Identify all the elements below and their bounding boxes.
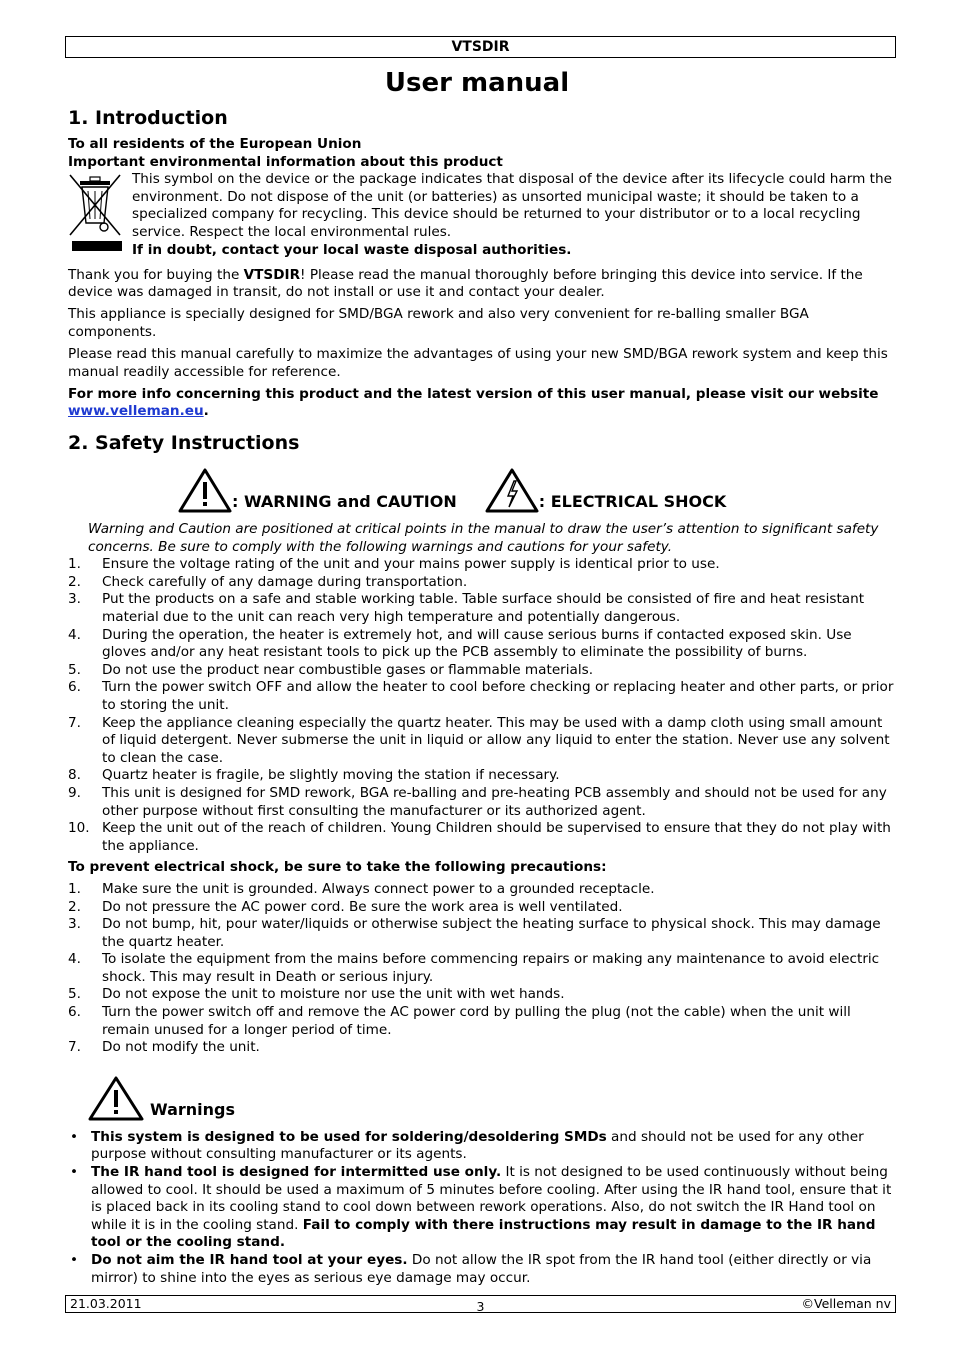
warning-symbol — [178, 467, 457, 513]
warning-symbol-label: : WARNING and CAUTION — [232, 492, 457, 512]
info-paragraph — [68, 386, 894, 421]
list-item: 1. Ensure the voltage rating of the unit and your mains power supply is identical prior to use. — [68, 556, 720, 573]
list-item: 1. Make sure the unit is grounded. Always connect power to a grounded receptacle. — [68, 880, 655, 897]
intro-heading: 1. Introduction — [68, 107, 228, 129]
weee-section — [68, 171, 894, 263]
symbol-legend — [178, 465, 894, 513]
list-item: 7. Keep the appliance cleaning especially the quartz heater. This may be used with a damp cloth using small amount of liquid detergent. Never submerse the unit in liquid or allow any liquid to enter the station. Never use any solvent to clean the case. — [68, 714, 890, 766]
thanks-post: ! Please read the manual thoroughly before bringing this device into service. If the device was damaged in transit, do not install or use it and contact your dealer. — [68, 266, 863, 301]
list-item: 9. This unit is designed for SMD rework, BGA re-balling and pre-heating PCB assembly and should not be used for any other purpose without first consulting the manufacturer or its authorized agent. — [68, 784, 887, 819]
page-number: 3 — [476, 1299, 485, 1314]
list-item: 3. Put the products on a safe and stable working table. Table surface should be consisted of fire and heat resistant material due to the unit can reach very high temperature and potentially dangerous. — [68, 591, 865, 625]
weee-text: This symbol on the device or the package indicates that disposal of the device after its lifecycle could harm the environment. Do not dispose of the unit (or batteries) as unsorted municipal waste; it should be taken to a specialized company for recycling. This device should be returned to your distributor or to a local recycling service. Respect the local environmental rules. — [132, 171, 892, 240]
shock-heading: To prevent electrical shock, be sure to take the following precautions: — [68, 859, 607, 876]
list-item: 6. Turn the power switch OFF and allow the heater to cool before checking or replacing heater and other parts, or prior to storing the unit. — [68, 679, 894, 713]
eu-line-1: To all residents of the European Union — [68, 136, 362, 152]
weee-bold-text: If in doubt, contact your local waste disposal authorities. — [132, 241, 572, 258]
footer-copyright: ©Velleman nv — [801, 1296, 891, 1311]
shock-symbol-label: : ELECTRICAL SHOCK — [538, 492, 727, 512]
thanks-pre: Thank you for buying the — [68, 266, 244, 283]
list-item: 8. Quartz heater is fragile, be slightly moving the station if necessary. — [68, 767, 560, 784]
page-header — [65, 36, 896, 58]
list-item: 6. Turn the power switch off and remove the AC power cord by pulling the plug (not the cable) when the unit will remain unused for a longer period of time. — [68, 1004, 851, 1038]
list-item: • The IR hand tool is designed for intermitted use only. It is not designed to be used continuously without being allowed to cool. It should be used a maximum of 5 minutes before cooling. After using the IR hand tool, ensure that it is placed back in its cooling stand to cool down between rework operations. Also, do not switch the IR Hand tool on while it is in the cooling stand. Fail to comply with there instructions may result in damage to the IR hand tool or the cooling stand. — [68, 1164, 894, 1252]
list-item: 3. Do not bump, hit, pour water/liquids or otherwise subject the heating surface to physical shock. This may damage the quartz heater. — [68, 916, 881, 950]
shock-list — [68, 881, 894, 1057]
list-item: • This system is designed to be used for soldering/desoldering SMDs and should not be used for any other purpose without consulting manufacturer or its agents. — [68, 1129, 894, 1164]
list-item: 4. To isolate the equipment from the mains before commencing repairs or making any maintenance to avoid electric shock. This may result in Death or serious injury. — [68, 951, 880, 985]
list-item: 10. Keep the unit out of the reach of children. Young Children should be supervised to ensure that they do not play with the appliance. — [68, 820, 891, 854]
safety-list — [68, 556, 894, 855]
list-item: • Do not aim the IR hand tool at your eyes. Do not allow the IR spot from the IR hand tool (either directly or via mirror) to shine into the eyes as serious eye damage may occur. — [68, 1252, 894, 1287]
list-item: 4. During the operation, the heater is extremely hot, and will cause serious burns if contacted exposed skin. Use gloves and/or any heat resistant tools to pick up the PCB assembly to eliminate the possibility of burns. — [68, 626, 852, 661]
electric-shock-icon — [485, 467, 539, 513]
appliance-paragraph: This appliance is specially designed for SMD/BGA rework and also very convenient for re-balling smaller BGA components. — [68, 306, 809, 341]
info-post: . — [203, 403, 209, 420]
list-item: 5. Do not expose the unit to moisture nor use the unit with wet hands. — [68, 986, 565, 1003]
read-paragraph: Please read this manual carefully to maximize the advantages of using your new SMD/BGA rework system and keep this manual readily accessible for reference. — [68, 346, 888, 380]
model-name: VTSDIR — [451, 39, 510, 55]
list-item: 5. Do not use the product near combustible gases or flammable materials. — [68, 661, 594, 678]
safety-note: Warning and Caution are positioned at critical points in the manual to draw the user’s attention to significant safety concerns. Be sure to comply with the following warnings and cautions for your safety. — [88, 521, 879, 555]
warnings-list — [68, 1129, 894, 1287]
list-item: 2. Do not pressure the AC power cord. Be sure the work area is well ventilated. — [68, 898, 623, 915]
footer-date: 21.03.2011 — [70, 1296, 142, 1311]
crossed-out-bin-icon — [68, 171, 126, 263]
warnings-header — [88, 1075, 894, 1121]
list-item: 7. Do not modify the unit. — [68, 1039, 260, 1056]
warnings-heading: Warnings — [150, 1100, 236, 1120]
page-footer — [65, 1295, 896, 1313]
thanks-paragraph — [68, 267, 894, 302]
info-pre: For more info concerning this product and the latest version of this user manual, please visit our website — [68, 385, 879, 402]
shock-symbol — [485, 467, 727, 513]
document-title: User manual — [384, 68, 570, 98]
eu-line-2: Important environmental information about this product — [68, 153, 503, 170]
warning-triangle-icon — [88, 1075, 144, 1121]
thanks-product: VTSDIR — [243, 266, 301, 283]
warning-triangle-icon — [178, 467, 232, 513]
website-link[interactable]: www.velleman.eu — [68, 403, 204, 420]
list-item: 2. Check carefully of any damage during transportation. — [68, 573, 468, 590]
content — [68, 106, 894, 1287]
safety-heading: 2. Safety Instructions — [68, 432, 300, 455]
